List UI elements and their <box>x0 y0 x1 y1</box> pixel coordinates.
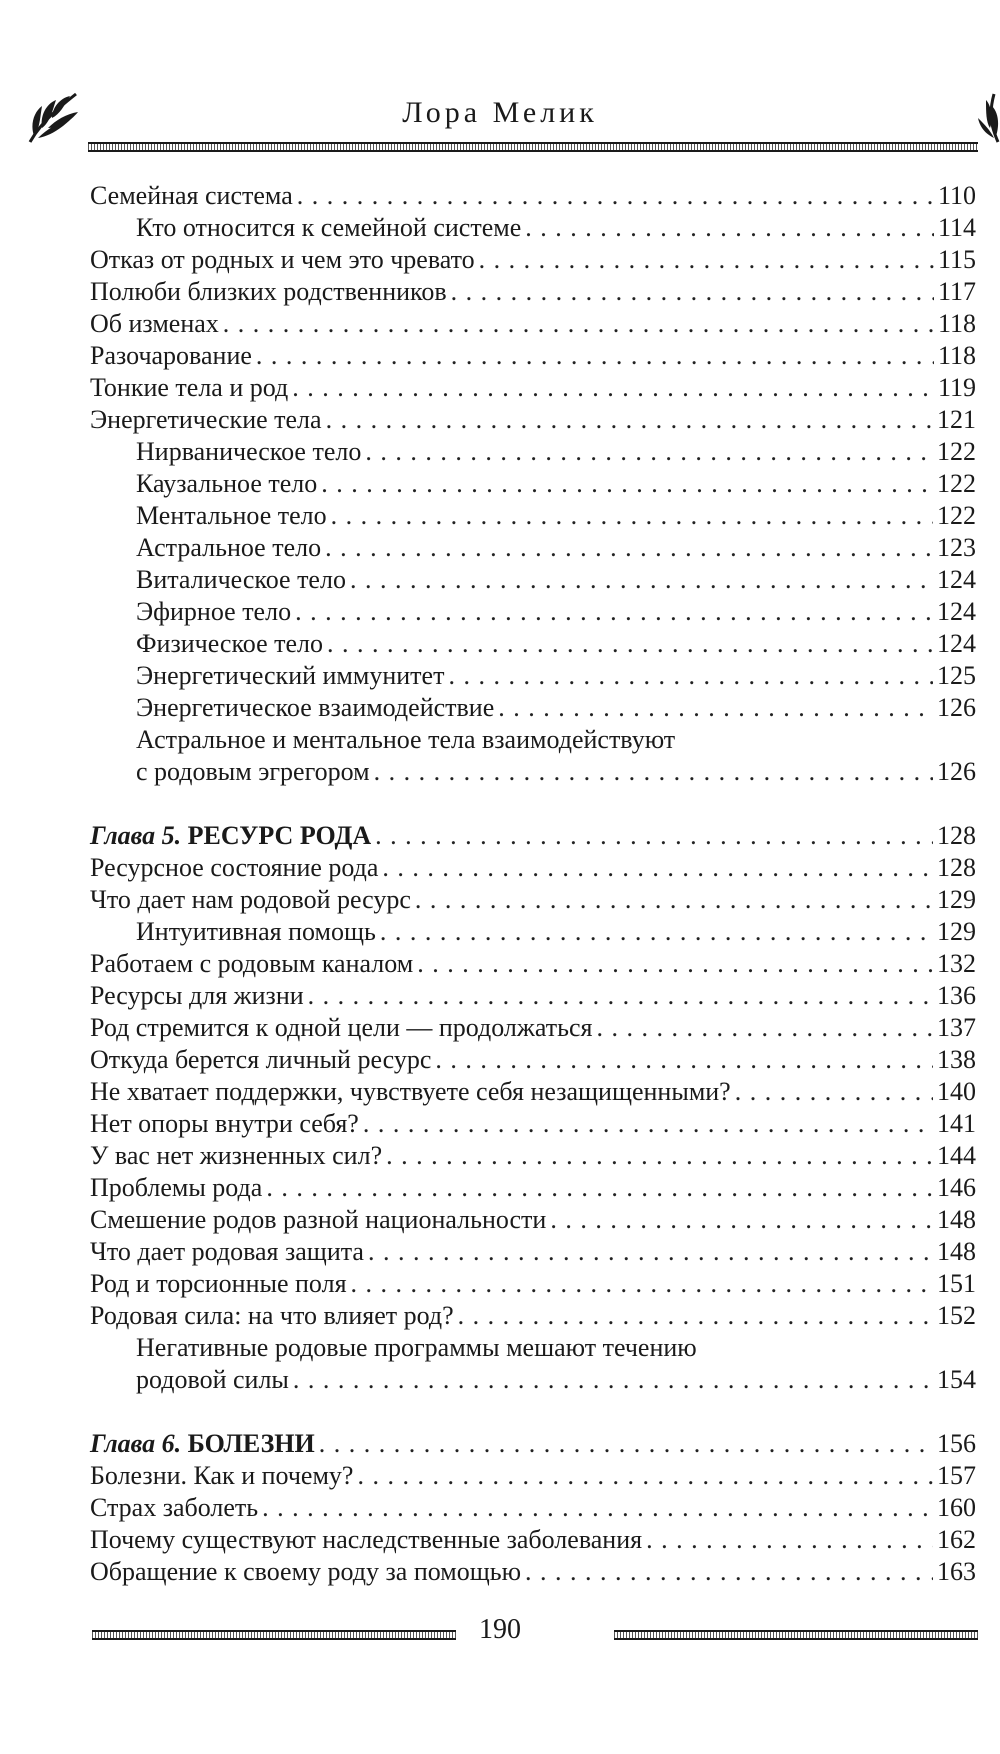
toc-entry: У вас нет жизненных сил? . . . 144 <box>90 1140 976 1172</box>
toc-entry: Откуда берется личный ресурс . . . 138 <box>90 1044 976 1076</box>
toc-entry: Кто относится к семейной системе . . . 114 <box>90 212 976 244</box>
toc-entry: Энергетические тела . . . 121 <box>90 404 976 436</box>
toc-entry: Род стремится к одной цели — продолжаться . . . 137 <box>90 1012 976 1044</box>
toc-entry: Ресурсы для жизни . . . 136 <box>90 980 976 1012</box>
toc-entry: Полюби близких родственников . . . 117 <box>90 276 976 308</box>
header-rule <box>88 142 978 152</box>
toc-entry: Ментальное тело . . . 122 <box>90 500 976 532</box>
running-header-author: Лора Мелик <box>402 96 598 129</box>
toc-entry: Род и торсионные поля . . . 151 <box>90 1268 976 1300</box>
toc-entry: Каузальное тело . . . 122 <box>90 468 976 500</box>
toc-entry: Интуитивная помощь . . . 129 <box>90 916 976 948</box>
toc-entry: Отказ от родных и чем это чревато . . . 115 <box>90 244 976 276</box>
toc-entry-first-line: Негативные родовые программы мешают течению <box>136 1333 697 1362</box>
footer-rule-right <box>614 1630 978 1640</box>
toc-entry: Страх заболеть . . . 160 <box>90 1492 976 1524</box>
toc-entry: Физическое тело . . . 124 <box>90 628 976 660</box>
fern-ornament-icon <box>976 88 1000 144</box>
toc-entry: Болезни. Как и почему? . . . 157 <box>90 1460 976 1492</box>
toc-entry: родовой силы . . . 154 <box>90 1364 976 1396</box>
toc-entry: Родовая сила: на что влияет род? . . . 152 <box>90 1300 976 1332</box>
toc-entry: Смешение родов разной национальности . . . 148 <box>90 1204 976 1236</box>
chapter-heading: Глава 5. РЕСУРС РОДА . . . 128 <box>90 820 976 852</box>
page-number: 190 <box>479 1614 521 1645</box>
toc-entry: Проблемы рода . . . 146 <box>90 1172 976 1204</box>
toc-entry: Ресурсное состояние рода . . . 128 <box>90 852 976 884</box>
toc-entry: Энергетический иммунитет . . . 125 <box>90 660 976 692</box>
table-of-contents <box>90 180 976 1588</box>
toc-entry: Виталическое тело . . . 124 <box>90 564 976 596</box>
chapter-heading: Глава 6. БОЛЕЗНИ . . . 156 <box>90 1428 976 1460</box>
toc-entry: Что дает нам родовой ресурс . . . 129 <box>90 884 976 916</box>
toc-entry: Обращение к своему роду за помощью . . . 163 <box>90 1556 976 1588</box>
toc-entry: Астральное тело . . . 123 <box>90 532 976 564</box>
toc-entry: Об изменах . . . 118 <box>90 308 976 340</box>
toc-entry: Разочарование . . . 118 <box>90 340 976 372</box>
toc-entry: Энергетическое взаимодействие . . . 126 <box>90 692 976 724</box>
toc-entry: Тонкие тела и род . . . 119 <box>90 372 976 404</box>
toc-entry: Не хватает поддержки, чувствуете себя незащищенными? . . . 140 <box>90 1076 976 1108</box>
toc-entry: Семейная система . . . 110 <box>90 180 976 212</box>
toc-entry-first-line: Астральное и ментальное тела взаимодействуют <box>136 725 676 754</box>
toc-entry: Работаем с родовым каналом . . . 132 <box>90 948 976 980</box>
toc-entry: Нирваническое тело . . . 122 <box>90 436 976 468</box>
toc-entry: Что дает родовая защита . . . 148 <box>90 1236 976 1268</box>
toc-entry: Почему существуют наследственные заболевания . . . 162 <box>90 1524 976 1556</box>
toc-entry: Нет опоры внутри себя? . . . 141 <box>90 1108 976 1140</box>
toc-entry: с родовым эгрегором . . . 126 <box>90 756 976 788</box>
toc-entry: Эфирное тело . . . 124 <box>90 596 976 628</box>
